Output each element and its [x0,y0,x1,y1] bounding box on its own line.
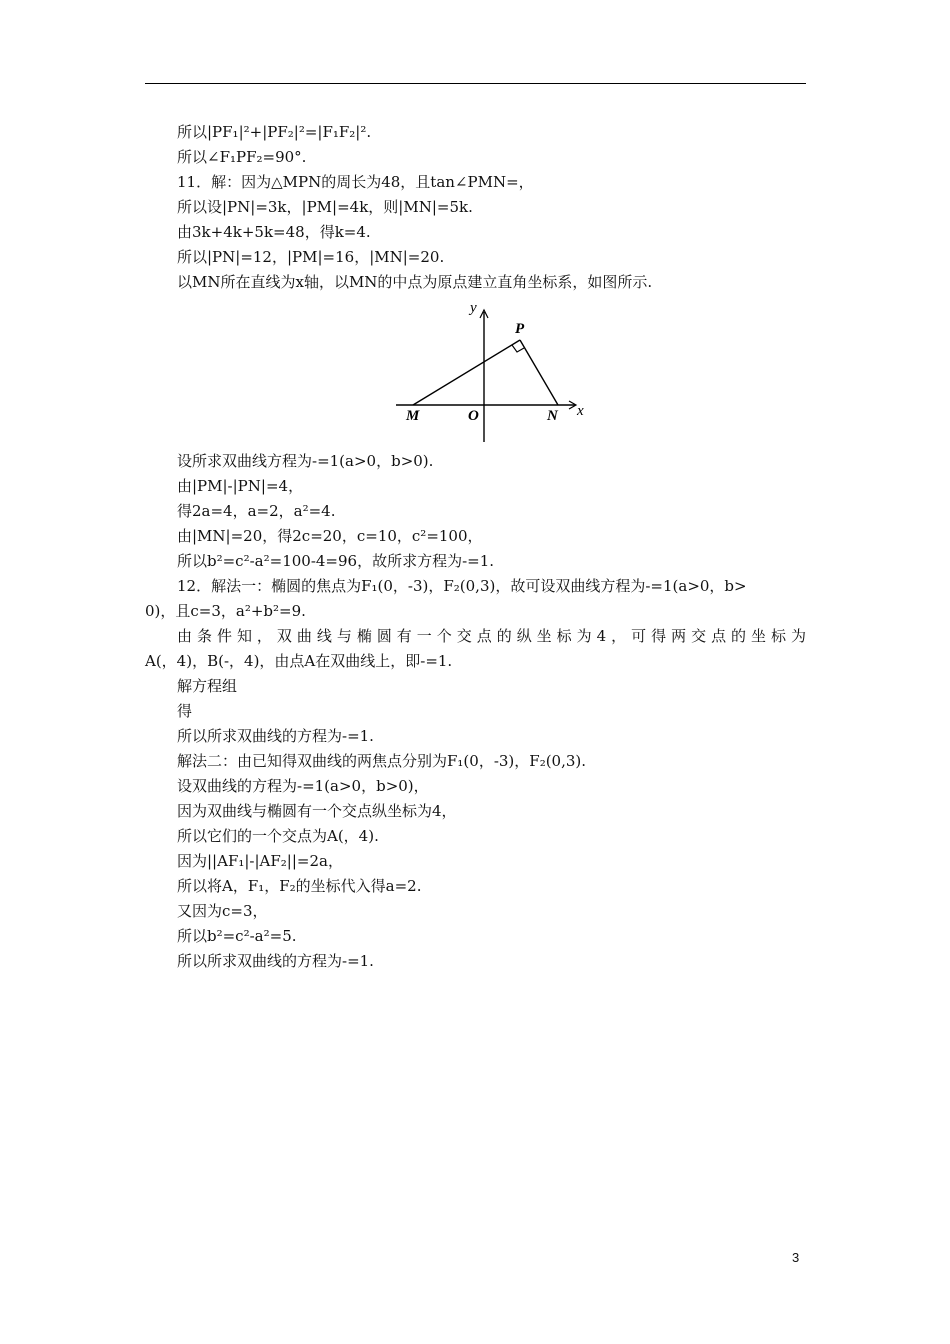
text-line-18: 得 [177,702,193,720]
text-line-23: 所以它们的一个交点为A(，4). [177,827,379,845]
label-n: N [547,408,558,424]
label-o: O [468,408,479,424]
text-line-3: 11．解：因为△MPN的周长为48，且tan∠PMN=， [177,173,534,191]
label-y: y [470,300,477,316]
triangle-diagram [393,295,593,445]
text-line-20: 解法二：由已知得双曲线的两焦点分别为F₁(0，-3)，F₂(0,3). [177,752,587,770]
text-line-6: 所以|PN|=12，|PM|=16，|MN|=20. [177,248,445,266]
text-line-4: 所以设|PN|=3k，|PM|=4k，则|MN|=5k. [177,198,473,216]
text-line-24: 因为||AF₁|-|AF₂||=2a， [177,852,343,870]
text-line-28: 所以所求双曲线的方程为-=1. [177,952,374,970]
text-line-14: 0)，且c=3，a²+b²=9. [145,602,306,620]
text-line-19: 所以所求双曲线的方程为-=1. [177,727,374,745]
text-line-26: 又因为c=3， [177,902,268,920]
label-m: M [406,408,420,424]
text-line-7: 以MN所在直线为x轴，以MN的中点为原点建立直角坐标系，如图所示. [177,273,653,291]
label-x: x [577,403,584,419]
segment-pn [520,340,558,405]
text-line-2: 所以∠F₁PF₂=90°. [177,148,307,166]
right-angle-mark [512,345,524,352]
text-line-21: 设双曲线的方程为-=1(a>0，b>0)， [177,777,429,795]
text-line-27: 所以b²=c²-a²=5. [177,927,297,945]
text-line-17: 解方程组 [177,677,238,695]
coordinate-figure [393,295,593,445]
text-line-9: 由|PM|-|PN|=4， [177,477,304,495]
header-rule [145,83,806,84]
text-line-15: 由条件知，双曲线与椭圆有一个交点的纵坐标为4，可得两交点的坐标为 [177,627,806,645]
text-line-11: 由|MN|=20，得2c=20，c=10，c²=100， [177,527,483,545]
label-p: P [515,321,525,337]
page-number: 3 [792,1250,800,1265]
text-line-25: 所以将A，F₁，F₂的坐标代入得a=2. [177,877,422,895]
text-line-12: 所以b²=c²-a²=100-4=96，故所求方程为-=1. [177,552,495,570]
text-line-5: 由3k+4k+5k=48，得k=4. [177,223,371,241]
text-line-22: 因为双曲线与椭圆有一个交点纵坐标为4， [177,802,457,820]
text-line-8: 设所求双曲线方程为-=1(a>0，b>0). [177,452,434,470]
text-line-10: 得2a=4，a=2，a²=4. [177,502,336,520]
text-line-13: 12．解法一：椭圆的焦点为F₁(0，-3)，F₂(0,3)，故可设双曲线方程为-=1(a>0，b> [177,577,747,595]
segment-pm [413,340,520,405]
text-line-1: 所以|PF₁|²+|PF₂|²=|F₁F₂|². [177,123,372,141]
text-line-16: A(，4)，B(-，4)，由点A在双曲线上，即-=1. [145,652,453,670]
